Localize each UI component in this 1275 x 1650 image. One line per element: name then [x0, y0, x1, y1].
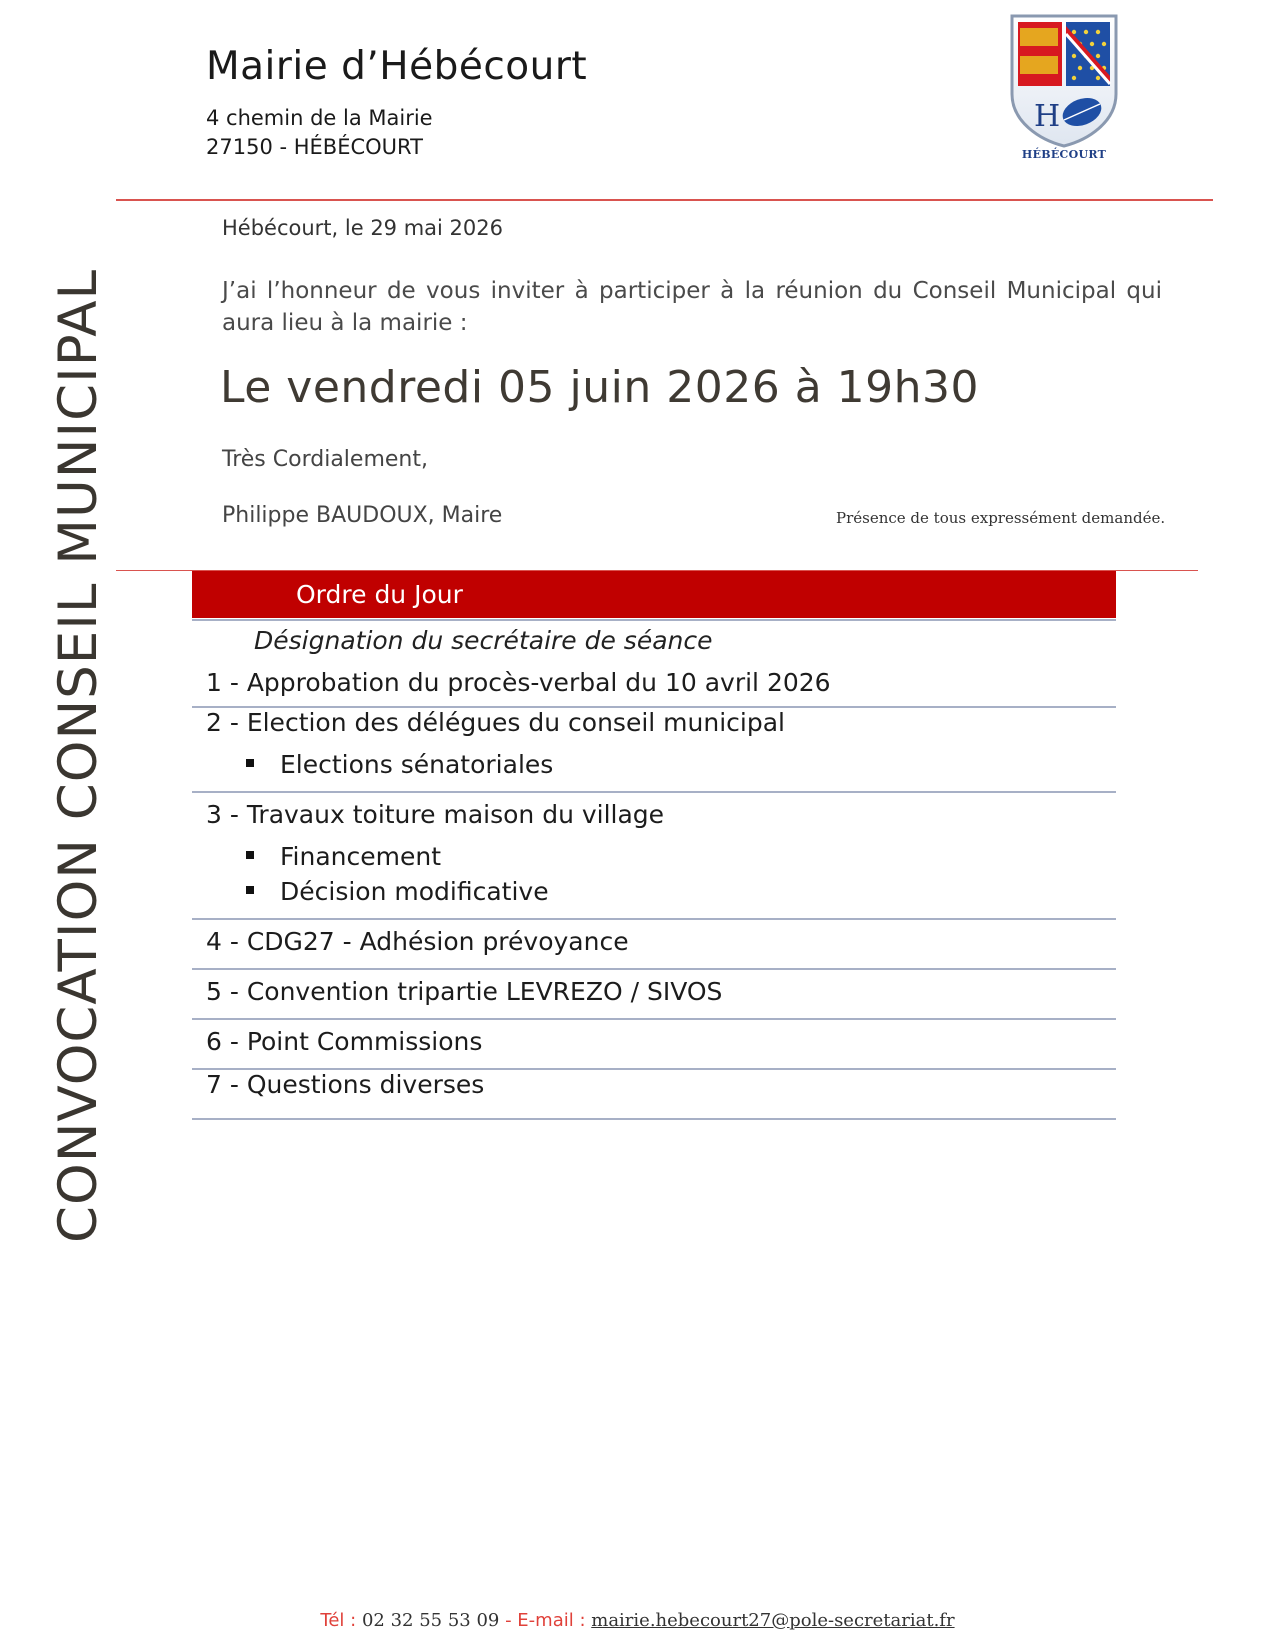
email-label: - E-mail :	[499, 1610, 592, 1631]
email-link[interactable]: mairie.hebecourt27@pole-secretariat.fr	[591, 1610, 955, 1631]
agenda-subitem	[246, 750, 553, 779]
agenda-item-5: 5 - Convention tripartie LEVREZO / SIVOS	[206, 977, 723, 1006]
agenda-header	[192, 571, 1116, 618]
tel-label: Tél :	[320, 1610, 362, 1631]
coat-of-arms-logo	[1008, 14, 1120, 164]
bullet-icon	[246, 886, 254, 894]
address-line-1: 4 chemin de la Mairie	[206, 106, 433, 130]
agenda-subitem-label: Elections sénatoriales	[280, 750, 554, 779]
agenda-divider	[192, 968, 1116, 970]
agenda-item-2: 2 - Election des délégues du conseil municipal	[206, 708, 785, 737]
date-line: Hébécourt, le 29 mai 2026	[222, 216, 503, 240]
signature: Philippe BAUDOUX, Maire	[222, 503, 503, 528]
crest-label: HÉBÉCOURT	[1021, 148, 1107, 161]
agenda-subitem	[246, 842, 441, 871]
coat-of-arms-icon	[1008, 14, 1120, 148]
agenda-item-6: 6 - Point Commissions	[206, 1027, 483, 1056]
agenda-divider	[192, 1018, 1116, 1020]
meeting-datetime: Le vendredi 05 juin 2026 à 19h30	[220, 362, 980, 413]
agenda-divider	[192, 791, 1116, 793]
agenda-divider	[192, 619, 1116, 621]
bullet-icon	[246, 759, 254, 767]
bullet-icon	[246, 851, 254, 859]
header-divider	[116, 199, 1213, 201]
agenda-designation: Désignation du secrétaire de séance	[254, 626, 713, 655]
svg-text:H: H	[1034, 99, 1061, 134]
address-line-2: 27150 - HÉBÉCOURT	[206, 135, 423, 159]
presence-note: Présence de tous expressément demandée.	[836, 509, 1166, 527]
footer-contact	[0, 1610, 1275, 1631]
agenda-divider	[192, 1118, 1116, 1120]
agenda-divider	[192, 918, 1116, 920]
agenda-subitem-label: Décision modificative	[280, 877, 549, 906]
mairie-title: Mairie d’Hébécourt	[206, 44, 588, 89]
agenda-subitem	[246, 877, 549, 906]
agenda-subitem-label: Financement	[280, 842, 442, 871]
agenda-item-1: 1 - Approbation du procès-verbal du 10 avril 2026	[206, 668, 831, 697]
greeting: Très Cordialement,	[222, 447, 428, 472]
agenda-item-4: 4 - CDG27 - Adhésion prévoyance	[206, 927, 629, 956]
tel-value: 02 32 55 53 09	[361, 1610, 500, 1631]
intro-paragraph: J’ai l’honneur de vous inviter à participer à la réunion du Conseil Municipal qui aura lieu à la mairie :	[222, 278, 1162, 336]
agenda-item-3: 3 - Travaux toiture maison du village	[206, 800, 665, 829]
agenda-heading: Ordre du Jour	[296, 580, 463, 609]
side-title: CONVOCATION CONSEIL MUNICIPAL	[48, 268, 109, 1243]
agenda-item-7: 7 - Questions diverses	[206, 1070, 485, 1099]
